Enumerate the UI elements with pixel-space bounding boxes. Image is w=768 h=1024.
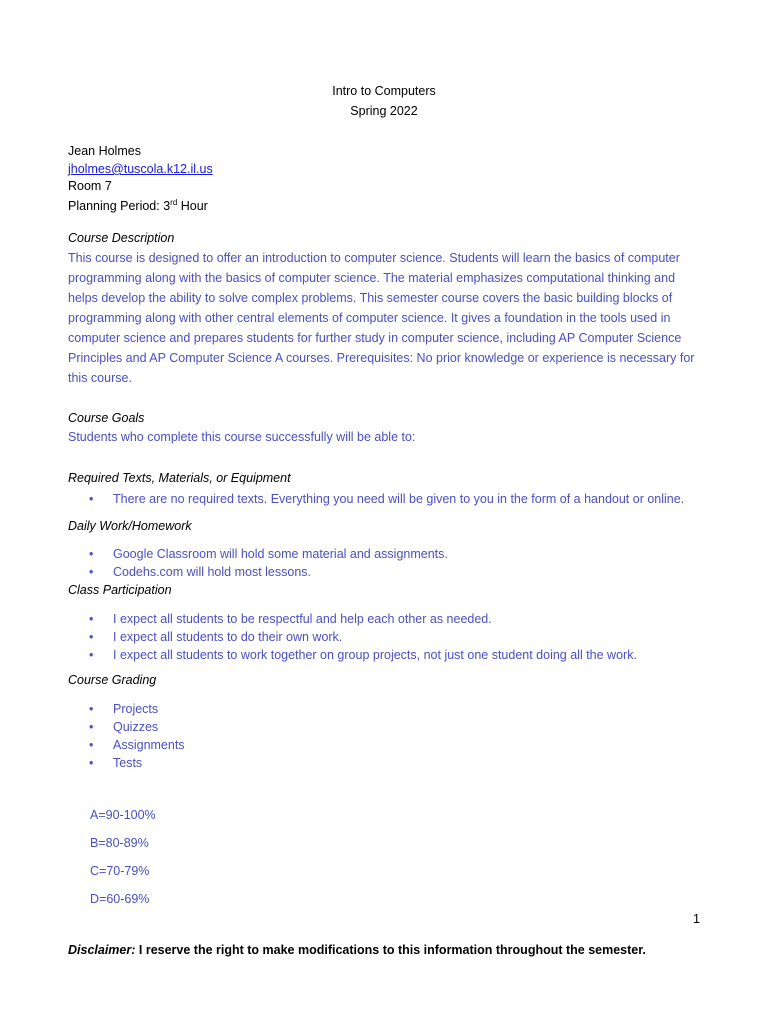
daily-work-heading: Daily Work/Homework [68, 519, 192, 533]
bullet-icon: • [89, 720, 94, 734]
course-description-line: This course is designed to offer an introduction to computer science. Students will learn the basics of computer [68, 251, 680, 265]
required-texts-heading: Required Texts, Materials, or Equipment [68, 471, 291, 485]
grade-scale-entry: C=70-79% [90, 864, 150, 878]
disclaimer-text: I reserve the right to make modifications to this information throughout the semester. [135, 943, 646, 957]
planning-period-prefix: Planning Period: 3 [68, 199, 171, 213]
list-item: I expect all students to work together on group projects, not just one student doing all the work. [113, 648, 637, 662]
course-description-line: programming along with other central elements of computer science. It gives a foundation in the tools used in [68, 311, 671, 325]
disclaimer [68, 942, 646, 958]
disclaimer-label: Disclaimer: [68, 943, 136, 957]
bullet-icon: • [89, 492, 94, 506]
planning-period [68, 195, 208, 214]
list-item: There are no required texts. Everything you need will be given to you in the form of a handout or online. [113, 492, 685, 506]
course-grading-heading: Course Grading [68, 673, 157, 687]
page-number: 1 [693, 912, 700, 926]
grading-item: Assignments [113, 738, 185, 752]
teacher-name: Jean Holmes [68, 144, 141, 158]
room-number: Room 7 [68, 179, 112, 193]
list-item: I expect all students to be respectful and help each other as needed. [113, 612, 492, 626]
course-description-line: Principles and AP Computer Science A courses. Prerequisites: No prior knowledge or experience is necessary for [68, 351, 695, 365]
grading-item: Quizzes [113, 720, 159, 734]
grade-scale-entry: B=80-89% [90, 836, 149, 850]
bullet-icon: • [89, 565, 94, 579]
course-description-line: computer science and prepares students for further study in computer science, including AP Computer Science [68, 331, 682, 345]
course-term: Spring 2022 [350, 104, 418, 118]
bullet-icon: • [89, 630, 94, 644]
course-title: Intro to Computers [332, 84, 436, 98]
course-description-line: helps develop the ability to solve complex problems. This semester course covers the basic building blocks of [68, 291, 673, 305]
teacher-email-link[interactable]: jholmes@tuscola.k12.il.us [68, 162, 213, 176]
list-item: I expect all students to do their own work. [113, 630, 343, 644]
bullet-icon: • [89, 612, 94, 626]
bullet-icon: • [89, 756, 94, 770]
grade-scale-entry: A=90-100% [90, 808, 156, 822]
grading-item: Tests [113, 756, 143, 770]
course-goals-text: Students who complete this course successfully will be able to: [68, 430, 416, 444]
planning-period-ordinal: rd [170, 198, 178, 207]
list-item: Google Classroom will hold some material and assignments. [113, 547, 448, 561]
bullet-icon: • [89, 648, 94, 662]
bullet-icon: • [89, 738, 94, 752]
grade-scale-entry: D=60-69% [90, 892, 150, 906]
course-goals-heading: Course Goals [68, 411, 145, 425]
class-participation-heading: Class Participation [68, 583, 172, 597]
bullet-icon: • [89, 547, 94, 561]
course-description-heading: Course Description [68, 231, 175, 245]
bullet-icon: • [89, 702, 94, 716]
course-description-line: this course. [68, 371, 132, 385]
planning-period-suffix: Hour [177, 199, 208, 213]
course-description-line: programming along with the basics of computer science. The material emphasizes computational thinking and [68, 271, 676, 285]
list-item: Codehs.com will hold most lessons. [113, 565, 311, 579]
grading-item: Projects [113, 702, 159, 716]
